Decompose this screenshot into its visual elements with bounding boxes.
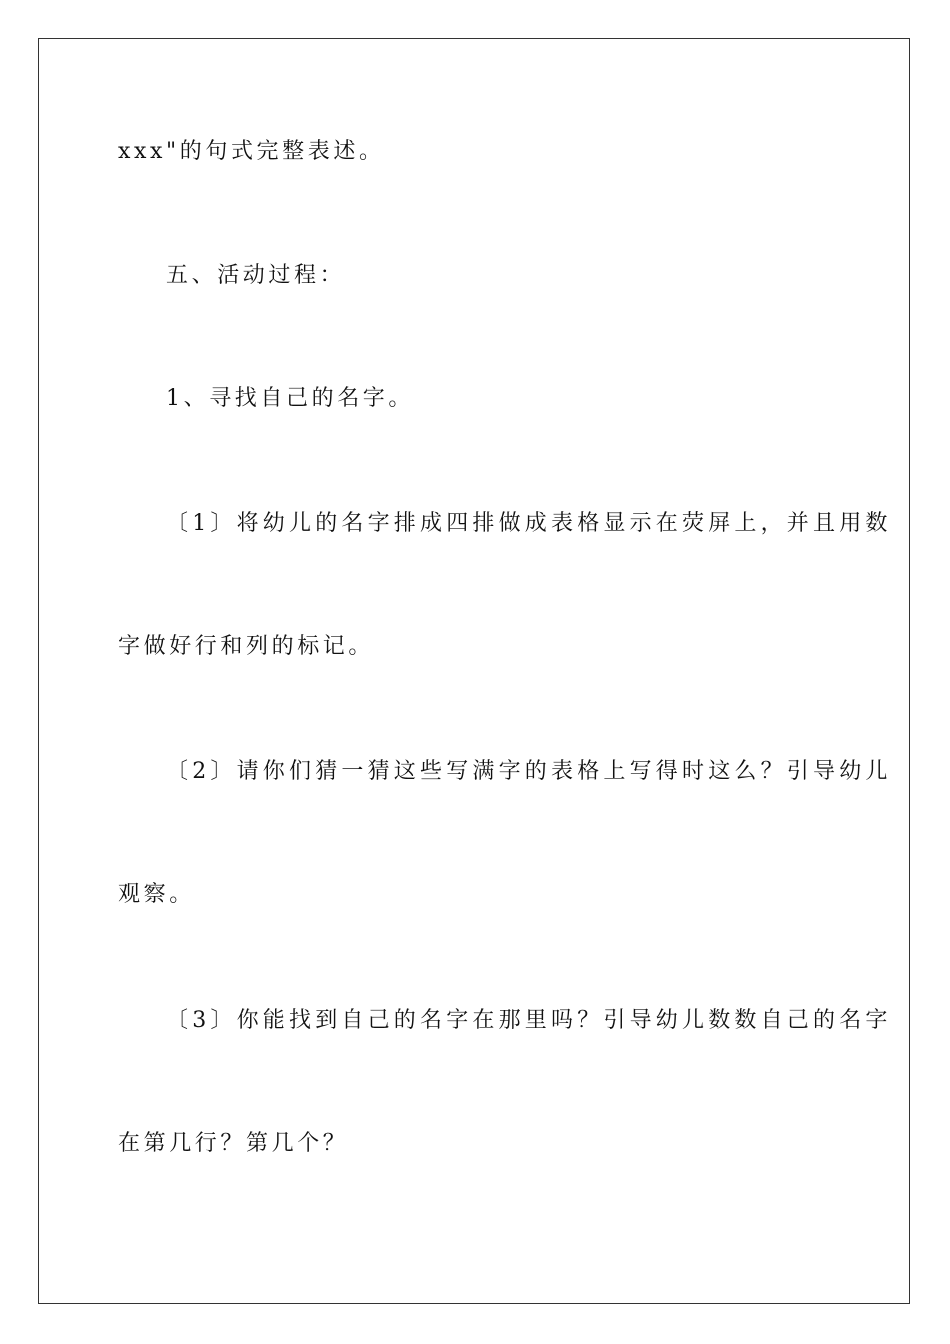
paragraph-step-1-line-2: 字做好行和列的标记。 xyxy=(118,634,375,659)
paragraph-step-2-line-1: 〔2〕请你们猜一猜这些写满字的表格上写得时这么？引导幼儿 xyxy=(166,759,892,784)
text-line-continuation: xxx"的句式完整表述。 xyxy=(118,139,385,164)
paragraph-step-2-line-2: 观察。 xyxy=(118,882,195,907)
subheading-find-name: 1、寻找自己的名字。 xyxy=(166,386,414,411)
paragraph-step-3-line-2: 在第几行？第几个？ xyxy=(118,1131,349,1156)
page-border xyxy=(38,38,910,1304)
paragraph-step-1-line-1: 〔1〕将幼儿的名字排成四排做成表格显示在荧屏上，并且用数 xyxy=(166,511,892,536)
paragraph-step-3-line-1: 〔3〕你能找到自己的名字在那里吗？引导幼儿数数自己的名字 xyxy=(166,1008,892,1033)
section-heading-activity-process: 五、活动过程： xyxy=(166,263,346,288)
